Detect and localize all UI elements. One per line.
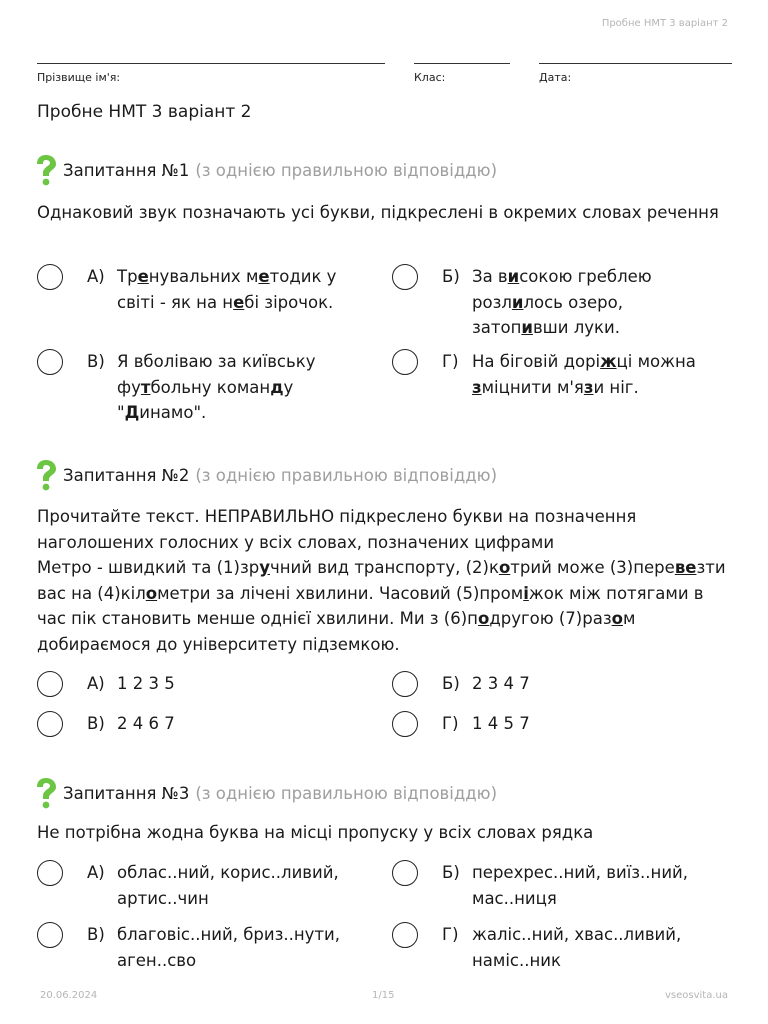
radio-button[interactable] <box>392 264 418 290</box>
option-letter: Г) <box>442 925 459 944</box>
question-mark-icon <box>33 459 59 491</box>
radio-button[interactable] <box>37 711 63 737</box>
option-letter: А) <box>87 267 105 286</box>
option-text: благовіс..ний, бриз..нути, аген..сво <box>117 925 340 970</box>
question-2-option-b[interactable] <box>392 671 722 697</box>
option-text: 1 2 3 5 <box>117 674 175 693</box>
radio-button[interactable] <box>392 922 418 948</box>
radio-button[interactable] <box>37 671 63 697</box>
radio-button[interactable] <box>392 711 418 737</box>
option-text: 1 4 5 7 <box>472 714 530 733</box>
radio-button[interactable] <box>392 860 418 886</box>
option-text: жаліс..ний, хвас..ливий, наміс..ник <box>472 925 682 970</box>
page-title: Пробне НМТ 3 варіант 2 <box>37 102 252 122</box>
radio-button[interactable] <box>392 671 418 697</box>
option-text: 2 4 6 7 <box>117 714 175 733</box>
question-1-prompt: Однаковий звук позначають усі букви, підкреслені в окремих словах речення <box>37 203 719 222</box>
option-letter: Б) <box>442 267 460 286</box>
radio-button[interactable] <box>37 922 63 948</box>
option-letter: А) <box>87 863 105 882</box>
option-text: Я вболіваю за київську футбольну команду "Динамо". <box>117 352 316 422</box>
radio-button[interactable] <box>37 264 63 290</box>
option-text: За високою греблею розлилось озеро, затопивши луки. <box>472 267 652 337</box>
question-1-option-a[interactable] <box>37 264 362 315</box>
question-3-option-c[interactable] <box>37 922 362 973</box>
question-mark-icon <box>33 154 59 186</box>
option-letter: Б) <box>442 674 460 693</box>
footer-date: 20.06.2024 <box>40 990 98 1001</box>
question-1-option-b[interactable] <box>392 264 722 341</box>
footer-site-link[interactable]: vseosvita.ua <box>665 990 728 1001</box>
question-1-header <box>33 154 497 186</box>
option-text: облас..ний, корис..ливий, артис..чин <box>117 863 339 908</box>
class-field-label: Клас: <box>414 71 446 84</box>
question-1-option-d[interactable] <box>392 349 722 400</box>
option-letter: В) <box>87 714 105 733</box>
option-letter: А) <box>87 674 105 693</box>
date-field-label: Дата: <box>539 71 572 84</box>
option-text: перехрес..ний, виїз..ний, мас..ниця <box>472 863 689 908</box>
option-text: 2 3 4 7 <box>472 674 530 693</box>
question-2-option-d[interactable] <box>392 711 722 737</box>
option-text: Тренувальних методик у світі - як на небі зірочок. <box>117 267 337 312</box>
question-3-option-b[interactable] <box>392 860 722 911</box>
question-2-option-c[interactable] <box>37 711 362 737</box>
name-field-line[interactable] <box>37 63 385 64</box>
question-1-title: Запитання №1 <box>63 160 190 180</box>
question-3-subtitle: (з однією правильною відповіддю) <box>195 783 498 803</box>
question-3-header <box>33 777 497 809</box>
class-field-line[interactable] <box>414 63 510 64</box>
option-letter: Б) <box>442 863 460 882</box>
option-letter: Г) <box>442 352 459 371</box>
option-letter: В) <box>87 352 105 371</box>
question-2-passage: Метро - швидкий та (1)зручний вид транспорту, (2)котрий може (3)перевезти вас на (4)кілометри за лічені хвилини. Часовий (5)проміжок між потягами в час пік становить менше однієї хвилини. Ми з (6)подругою (7)разом добираємося до університету підземкою. <box>37 558 726 654</box>
radio-button[interactable] <box>392 349 418 375</box>
footer-page-number: 1/15 <box>372 990 395 1001</box>
name-field-label: Прізвище ім'я: <box>37 71 121 84</box>
question-3-option-d[interactable] <box>392 922 722 973</box>
option-letter: В) <box>87 925 105 944</box>
question-3-option-a[interactable] <box>37 860 362 911</box>
radio-button[interactable] <box>37 349 63 375</box>
page-header: Пробне НМТ 3 варіант 2 <box>601 18 728 29</box>
option-text: На біговій доріжці можна зміцнити м'язи ніг. <box>472 352 696 397</box>
question-2-header <box>33 459 497 491</box>
question-2-subtitle: (з однією правильною відповіддю) <box>195 465 498 485</box>
question-mark-icon <box>33 777 59 809</box>
question-2-option-a[interactable] <box>37 671 362 697</box>
option-letter: Г) <box>442 714 459 733</box>
question-3-prompt: Не потрібна жодна буква на місці пропуску у всіх словах рядка <box>37 823 594 842</box>
question-2-title: Запитання №2 <box>63 465 190 485</box>
question-3-title: Запитання №3 <box>63 783 190 803</box>
date-field-line[interactable] <box>539 63 732 64</box>
question-1-subtitle: (з однією правильною відповіддю) <box>195 160 498 180</box>
question-1-option-c[interactable] <box>37 349 362 426</box>
question-2-prompt: Прочитайте текст. НЕПРАВИЛЬНО підкреслено букви на позначення наголошених голосних у всіх словах, позначених цифрами Метро - швидкий та (1)зручний вид транспорту, (2)котрий може (3)перевезти вас на (4)кілометри за лічені хвилини. Часовий (5)проміжок між потягами в час пік становить менше однієї хвилини. Ми з (6)подругою (7)разом добираємося до університету підземкою. <box>37 504 728 657</box>
radio-button[interactable] <box>37 860 63 886</box>
